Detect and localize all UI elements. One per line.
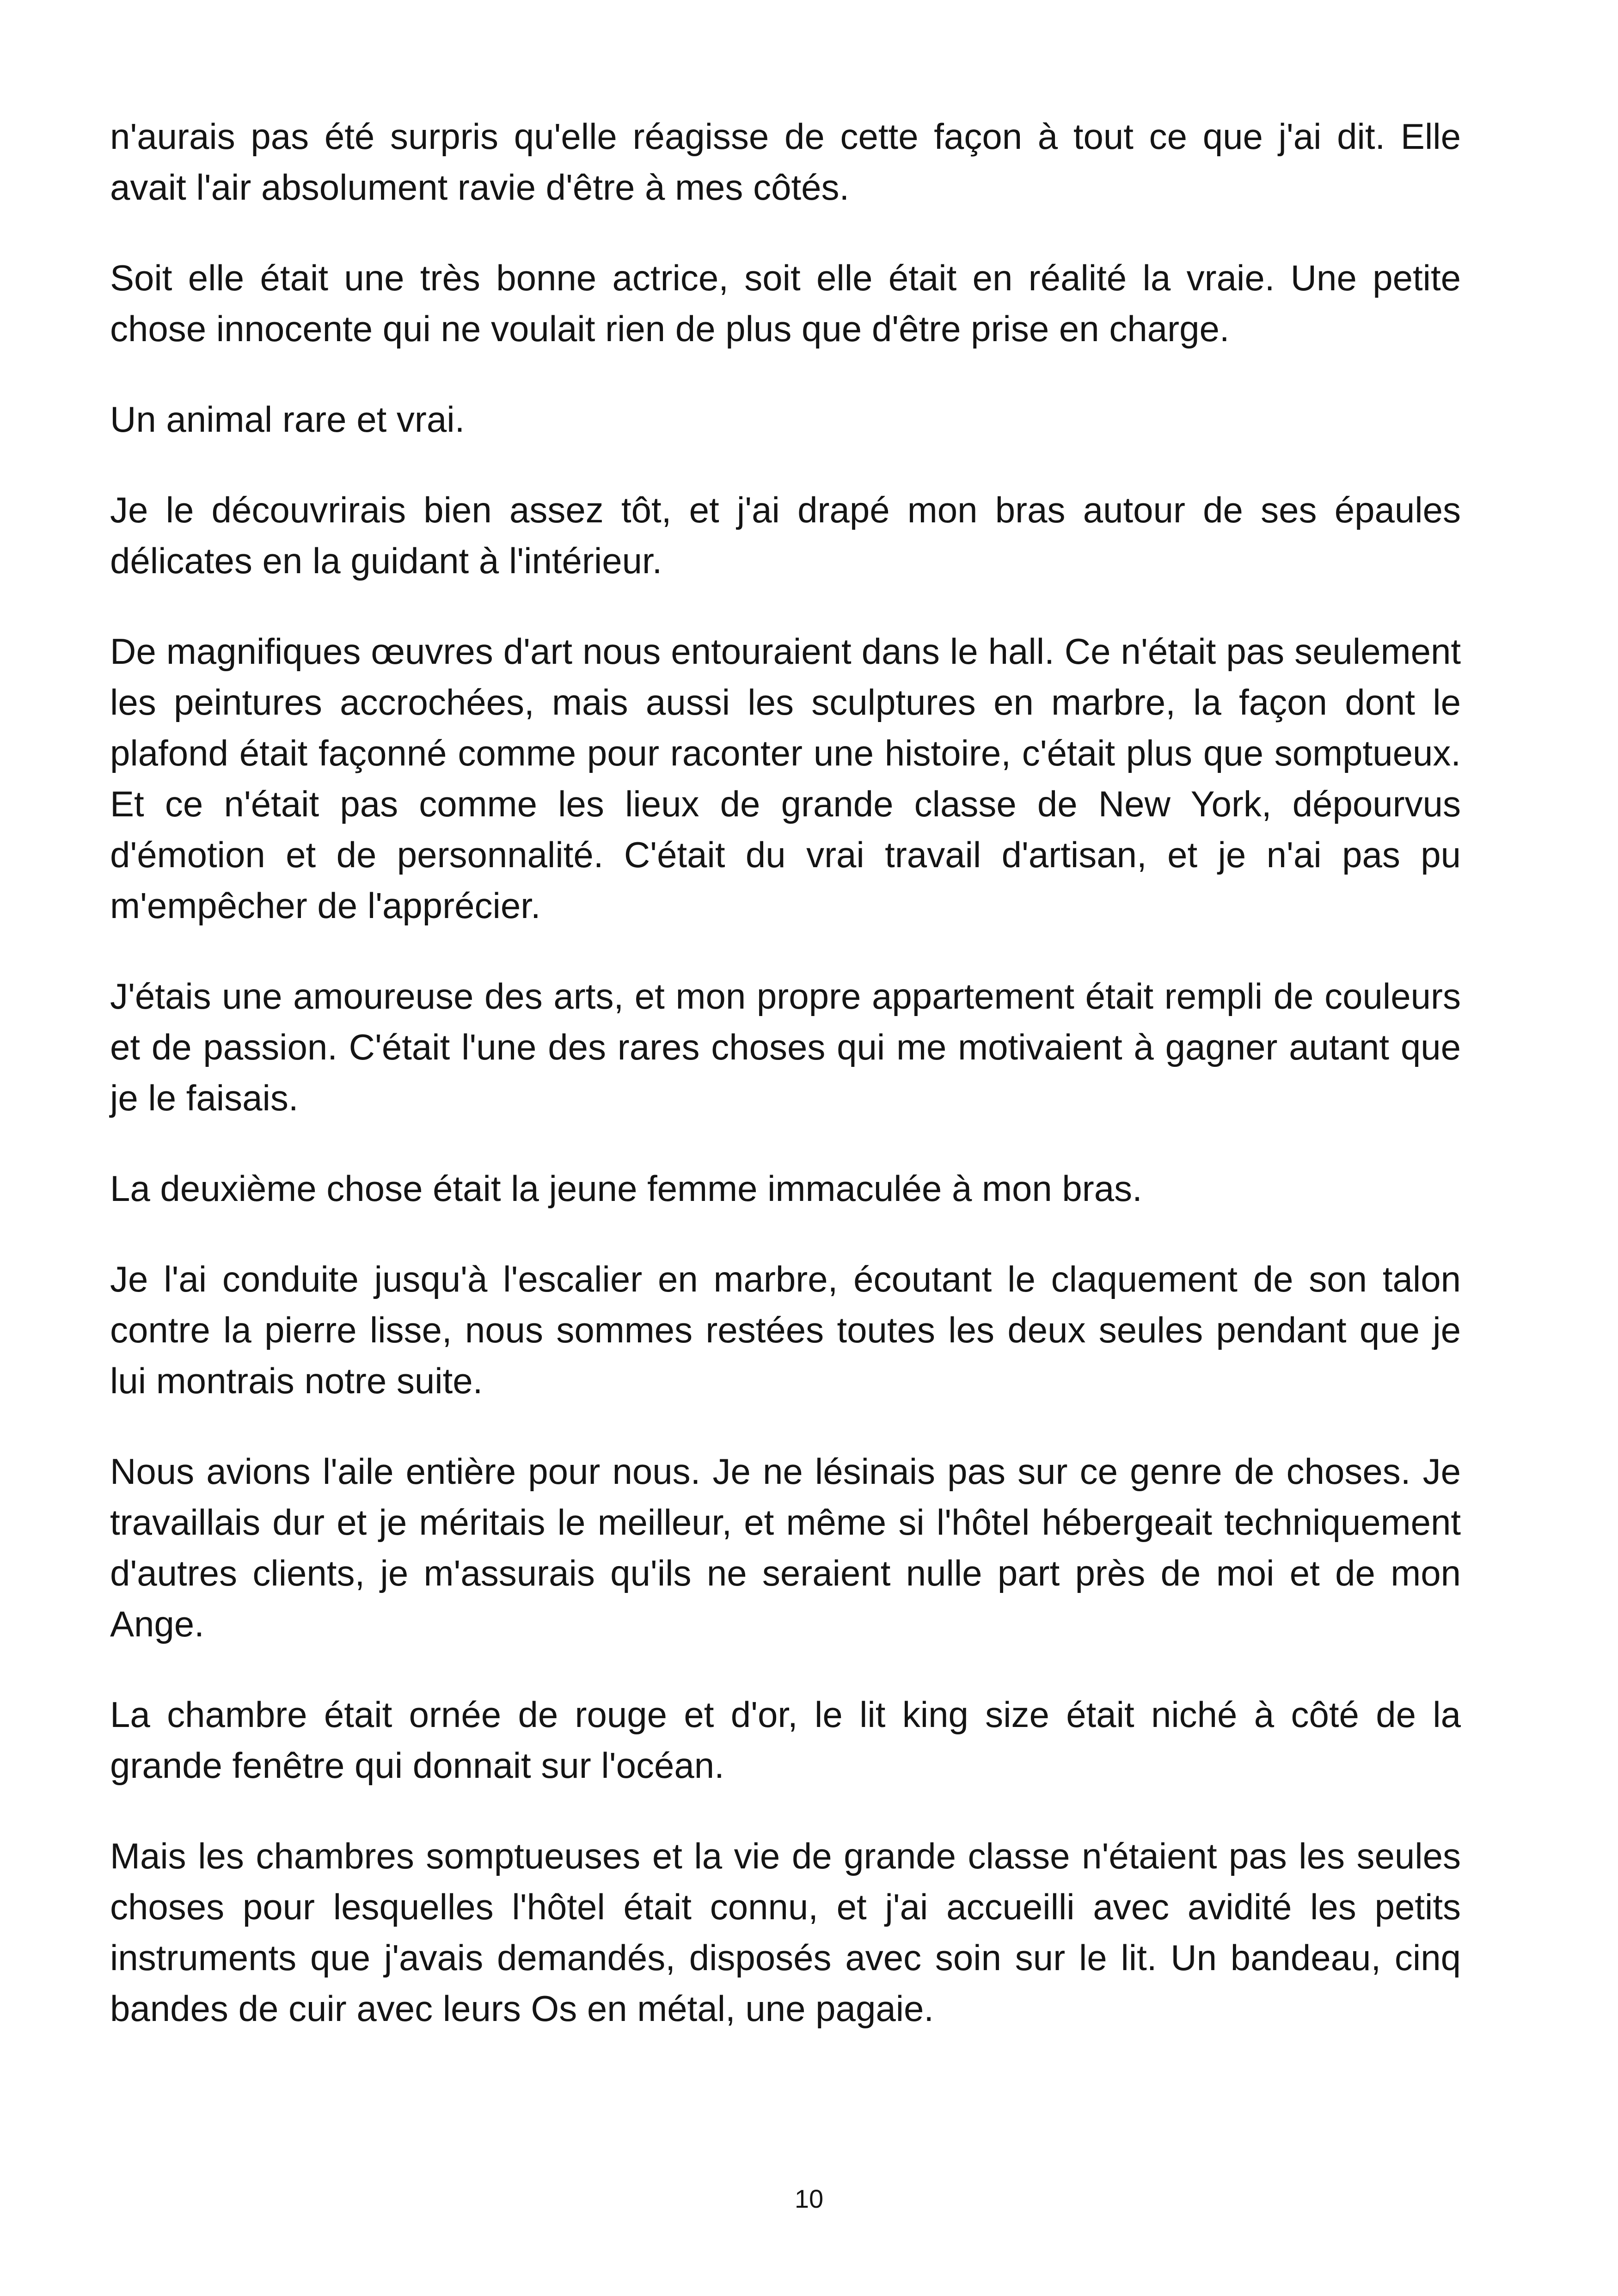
paragraph-9: Nous avions l'aile entière pour nous. Je ne lésinais pas sur ce genre de choses. Je travaillais dur et je méritais le meilleur, et même si l'hôtel hébergeait techniquement d'autres clients, je m'assurais qu'ils ne seraient nulle part près de moi et de mon Ange.	[110, 1451, 1461, 1644]
paragraph-3: Un animal rare et vrai.	[110, 399, 465, 440]
page-number: 10	[794, 2184, 824, 2213]
paragraph-6: J'étais une amoureuse des arts, et mon propre appartement était rempli de couleurs et de passion. C'était l'une des rares choses qui me motivaient à gagner autant que je le faisais.	[110, 976, 1461, 1118]
paragraph-8: Je l'ai conduite jusqu'à l'escalier en marbre, écoutant le claquement de son talon contre la pierre lisse, nous sommes restées toutes les deux seules pendant que je lui montrais notre suite.	[110, 1259, 1461, 1401]
paragraph-5: De magnifiques œuvres d'art nous entouraient dans le hall. Ce n'était pas seulement les peintures accrochées, mais aussi les sculptures en marbre, la façon dont le plafond était façonné comme pour raconter une histoire, c'était plus que somptueux. Et ce n'était pas comme les lieux de grande classe de New York, dépourvus d'émotion et de personnalité. C'était du vrai travail d'artisan, et je n'ai pas pu m'empêcher de l'apprécier.	[110, 631, 1461, 926]
body-text	[110, 111, 1461, 2074]
paragraph-7: La deuxième chose était la jeune femme immaculée à mon bras.	[110, 1168, 1142, 1209]
paragraph-4: Je le découvrirais bien assez tôt, et j'ai drapé mon bras autour de ses épaules délicates en la guidant à l'intérieur.	[110, 490, 1461, 581]
paragraph-11: Mais les chambres somptueuses et la vie de grande classe n'étaient pas les seules choses pour lesquelles l'hôtel était connu, et j'ai accueilli avec avidité les petits instruments que j'avais demandés, disposés avec soin sur le lit. Un bandeau, cinq bandes de cuir avec leurs Os en métal, une pagaie.	[110, 1836, 1461, 2029]
paragraph-1: n'aurais pas été surpris qu'elle réagisse de cette façon à tout ce que j'ai dit. Elle avait l'air absolument ravie d'être à mes côtés.	[110, 116, 1461, 208]
paragraph-10: La chambre était ornée de rouge et d'or, le lit king size était niché à côté de la grande fenêtre qui donnait sur l'océan.	[110, 1694, 1461, 1786]
paragraph-2: Soit elle était une très bonne actrice, soit elle était en réalité la vraie. Une petite chose innocente qui ne voulait rien de plus que d'être prise en charge.	[110, 257, 1461, 349]
